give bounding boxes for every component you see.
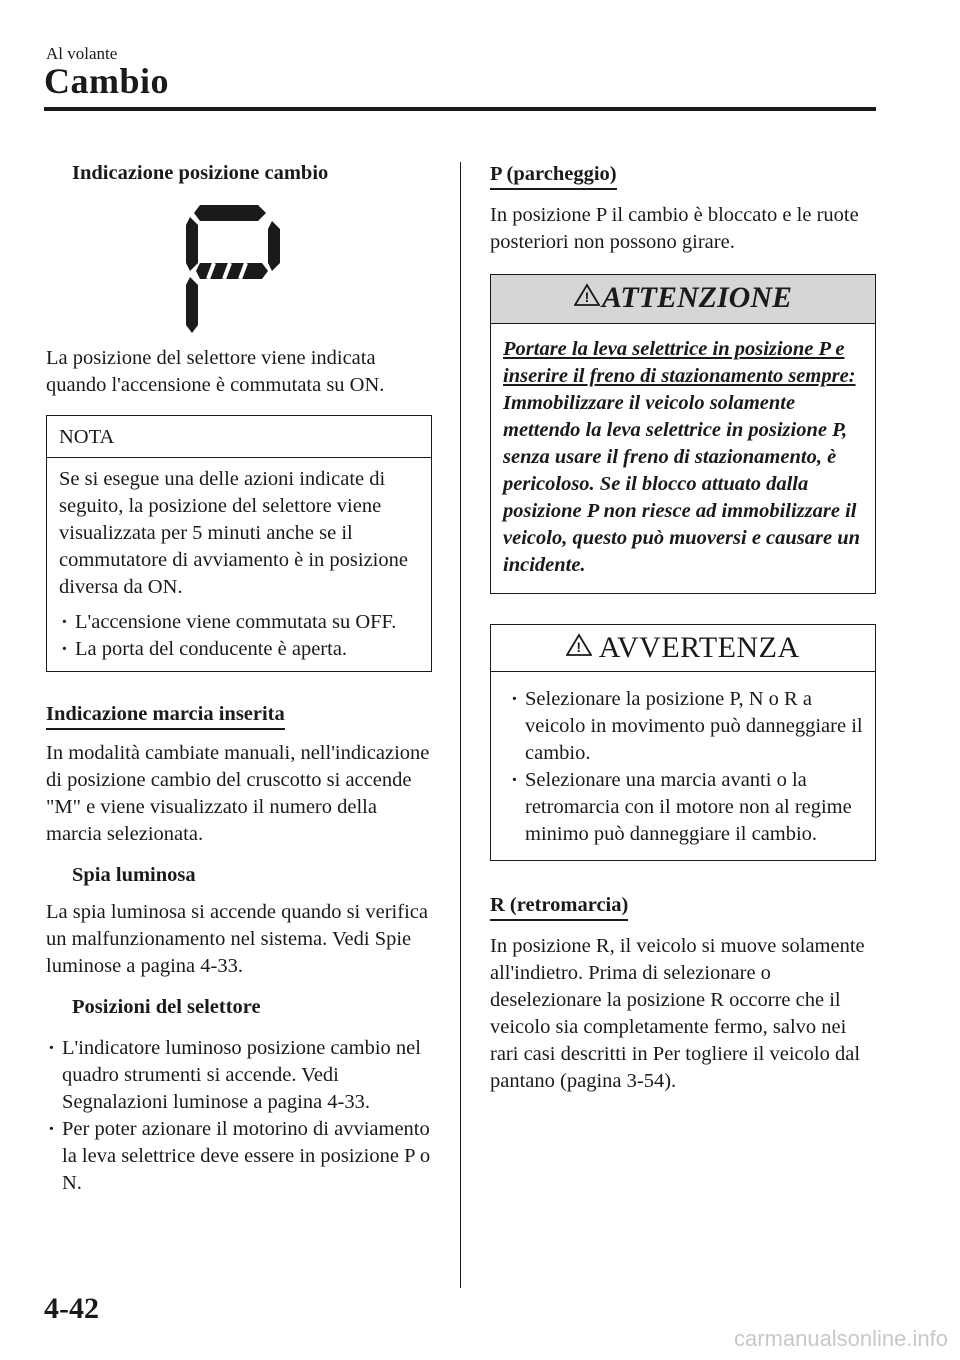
svg-text:!: ! bbox=[584, 289, 590, 305]
park-text: In posizione P il cambio è bloccato e le ruote posteriori non possono girare. bbox=[490, 204, 859, 253]
reverse-heading: R (retromarcia) bbox=[490, 893, 628, 921]
gear-engaged-text: In modalità cambiate manuali, nell'indicazione di posizione cambio del cruscotto si accende "M" e viene visualizzato il numero della marcia selezionata. bbox=[46, 742, 430, 845]
selector-positions-heading: Posizioni del selettore bbox=[72, 996, 261, 1018]
avvertenza-header bbox=[491, 625, 875, 672]
gear-indication-text: La posizione del selettore viene indicata quando l'accensione è commutata su ON. bbox=[46, 347, 385, 396]
park-heading: P (parcheggio) bbox=[490, 162, 617, 190]
attenzione-header bbox=[491, 275, 875, 324]
svg-text:!: ! bbox=[576, 639, 582, 655]
attenzione-underlined-text: Portare la leva selettrice in posizione P e inserire il freno di stazionamento sempre: bbox=[503, 338, 856, 387]
reverse-text: In posizione R, il veicolo si muove solamente all'indietro. Prima di selezionare o deselezionare la posizione R occorre che il veicolo sia completamente fermo, salvo nei rari casi descritti in Per togliere il veicolo dal pantano (pagina 3-54). bbox=[490, 935, 865, 1092]
warning-light-heading: Spia luminosa bbox=[72, 864, 196, 886]
list-item: · L'indicatore luminoso posizione cambio nel quadro strumenti si accende. Vedi Segnalazioni luminose a pagina 4-33. bbox=[46, 1035, 432, 1116]
header-rule bbox=[44, 107, 876, 111]
nota-list bbox=[59, 609, 419, 663]
nota-text: Se si esegue una delle azioni indicate di seguito, la posizione del selettore viene visualizzata per 5 minuti anche se il commutatore di avviamento è in posizione diversa da ON. bbox=[59, 468, 408, 598]
site-watermark: carmanualsonline.info bbox=[733, 1326, 948, 1351]
avvertenza-list bbox=[509, 686, 863, 848]
attenzione-title: ATTENZIONE bbox=[601, 281, 793, 314]
page-number: 4-42 bbox=[44, 1292, 99, 1325]
section-label: Al volante bbox=[46, 44, 118, 63]
left-column bbox=[46, 158, 432, 1197]
page-title: Cambio bbox=[44, 61, 170, 101]
avvertenza-box bbox=[490, 624, 876, 861]
gear-engaged-heading: Indicazione marcia inserita bbox=[46, 702, 285, 730]
list-item: · La porta del conducente è aperta. bbox=[59, 636, 419, 663]
nota-box bbox=[46, 415, 432, 672]
nota-title: NOTA bbox=[47, 416, 431, 458]
warning-light-text: La spia luminosa si accende quando si verifica un malfunzionamento nel sistema. Vedi Spie luminose a pagina 4-33. bbox=[46, 901, 428, 977]
list-item: · Selezionare una marcia avanti o la retromarcia con il motore non al regime minimo può danneggiare il cambio. bbox=[509, 767, 863, 848]
gear-position-p-icon bbox=[186, 203, 286, 335]
attenzione-box bbox=[490, 274, 876, 594]
list-item: · Per poter azionare il motorino di avviamento la leva selettrice deve essere in posizione P o N. bbox=[46, 1116, 432, 1197]
selector-positions-list bbox=[46, 1035, 432, 1197]
list-item: · Selezionare la posizione P, N o R a veicolo in movimento può danneggiare il cambio. bbox=[509, 686, 863, 767]
attenzione-text: Immobilizzare il veicolo solamente mettendo la leva selettrice in posizione P, senza usare il freno di stazionamento, è pericoloso. Se il blocco attuato dalla posizione P non riesce ad immobilizzare il veicolo, questo può muoversi e causare un incidente. bbox=[503, 392, 861, 576]
gear-indication-heading: Indicazione posizione cambio bbox=[72, 162, 329, 184]
column-divider bbox=[460, 162, 461, 1288]
avvertenza-title: AVVERTENZA bbox=[598, 631, 800, 664]
list-item: · L'accensione viene commutata su OFF. bbox=[59, 609, 419, 636]
right-column bbox=[490, 158, 876, 1095]
warning-triangle-icon bbox=[574, 281, 600, 315]
warning-triangle-icon bbox=[566, 631, 598, 664]
